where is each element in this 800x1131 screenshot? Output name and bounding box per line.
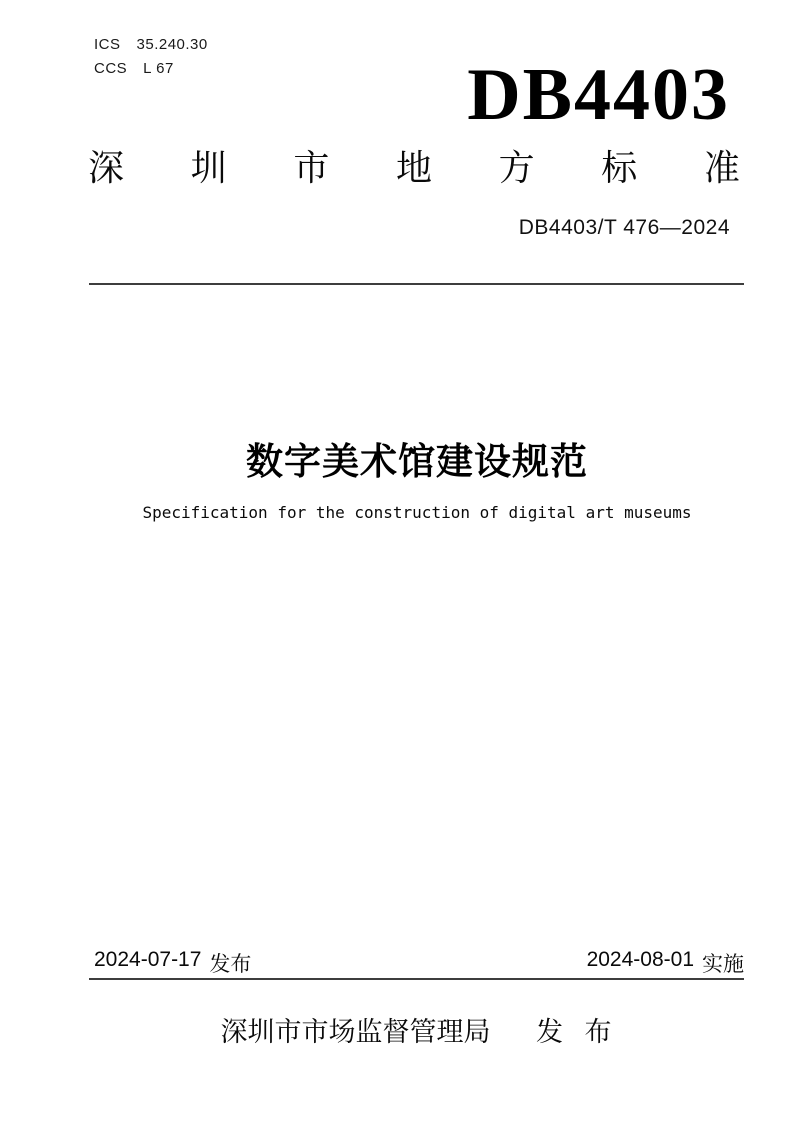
standard-type-char: 市: [293, 147, 330, 188]
footer-divider-line: [89, 978, 744, 980]
standard-type-row: [88, 147, 740, 188]
implementation-label: 实施: [702, 953, 744, 976]
implementation-date: 2024-08-01: [586, 948, 694, 971]
document-title-english: Specification for the construction of digital art museums: [142, 503, 692, 522]
ccs-code-line: [94, 57, 208, 81]
implementation-date-item: [587, 948, 744, 978]
classification-codes: [94, 33, 208, 81]
standard-type-char: 地: [395, 147, 432, 188]
standard-type-char: 标: [601, 147, 638, 188]
ccs-value: L 67: [143, 60, 174, 77]
standard-type-char: 方: [498, 147, 535, 188]
publisher-name: 深圳市市场监督管理局: [220, 1017, 491, 1047]
issue-date: 2024-07-17: [94, 948, 202, 971]
issue-label: 发布: [209, 953, 252, 976]
standard-number: DB4403/T 476—2024: [518, 216, 730, 239]
db4403-logo: DB4403: [467, 54, 730, 136]
document-title-chinese: 数字美术馆建设规范: [246, 441, 588, 482]
ccs-label: CCS: [94, 60, 128, 77]
ics-code-line: [94, 33, 208, 57]
standard-type-char: 深: [88, 147, 125, 188]
ics-label: ICS: [94, 36, 121, 53]
header-divider-line: [89, 283, 744, 285]
issue-date-item: [94, 948, 251, 978]
publish-label: 发 布: [536, 1017, 614, 1047]
standard-type-char: 准: [703, 147, 740, 188]
publisher-row: [90, 1010, 744, 1049]
standard-type-char: 圳: [190, 147, 227, 188]
dates-row: [94, 948, 744, 978]
ics-value: 35.240.30: [136, 36, 208, 53]
